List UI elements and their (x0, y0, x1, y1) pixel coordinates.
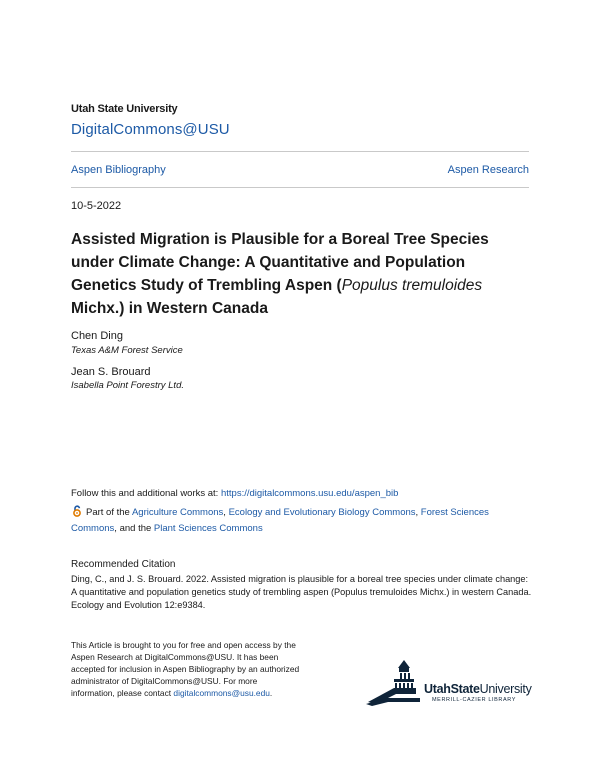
title-species: Populus tremuloides (341, 277, 483, 294)
citation-heading: Recommended Citation (71, 559, 176, 570)
access-notice (71, 639, 301, 699)
institution-name: Utah State University (71, 103, 178, 115)
separator: , (223, 507, 229, 518)
title-part-2: Michx.) in Western Canada (71, 300, 268, 317)
logo-name-bold: UtahState (424, 682, 480, 696)
notice-period: . (269, 688, 273, 698)
agriculture-commons-link[interactable]: Agriculture Commons (131, 507, 224, 518)
follow-url-link[interactable]: https://digitalcommons.usu.edu/aspen_bib (220, 488, 399, 499)
logo-name-regular: University (479, 682, 532, 696)
open-access-icon (71, 505, 83, 517)
follow-line (71, 488, 398, 499)
separator: , (415, 507, 421, 518)
forest-sciences-commons-link[interactable]: Forest Sciences Commons (71, 507, 489, 534)
author-affiliation: Isabella Point Forestry Ltd. (71, 380, 184, 391)
divider-bottom (71, 187, 529, 188)
aspen-bibliography-link[interactable]: Aspen Bibliography (71, 164, 166, 176)
logo-subtitle: MERRILL-CAZIER LIBRARY (432, 697, 517, 703)
repository-link[interactable]: DigitalCommons@USU (71, 121, 230, 138)
separator: , and the (114, 523, 154, 534)
ecology-evolutionary-biology-commons-link[interactable]: Ecology and Evolutionary Biology Commons (228, 507, 416, 518)
publication-date: 10-5-2022 (71, 200, 122, 212)
follow-prefix: Follow this and additional works at: (71, 488, 221, 499)
part-of-prefix: Part of the (86, 507, 132, 518)
logo-wordmark (424, 682, 532, 696)
title-part-1: Assisted Migration is Plausible for a Boreal Tree Species under Climate Change: A Quantitative and Population Genetics Study of Trembling Aspen ( (71, 231, 489, 294)
author-name: Jean S. Brouard (71, 366, 151, 378)
article-title (71, 228, 531, 320)
plant-sciences-commons-link[interactable]: Plant Sciences Commons (153, 523, 263, 534)
part-of-commons (71, 505, 531, 537)
author-affiliation: Texas A&M Forest Service (71, 345, 183, 356)
aspen-research-link[interactable]: Aspen Research (447, 164, 529, 176)
citation-text: Ding, C., and J. S. Brouard. 2022. Assisted migration is plausible for a boreal tree species under climate change: A quantitative and population genetics study of trembling aspen (Populus tremuloides Michx.) in western Canada. Ecology and Evolution 12:e9384. (71, 574, 532, 610)
notice-text: This Article is brought to you for free and open access by the Aspen Research at DigitalCommons@USU. It has been accepted for inclusion in Aspen Bibliography by an authorized administrator of DigitalCommons@USU. For more information, please contact (71, 640, 300, 698)
divider-top (71, 151, 529, 152)
author-name: Chen Ding (71, 330, 123, 342)
contact-email-link[interactable]: digitalcommons@usu.edu (173, 688, 270, 698)
